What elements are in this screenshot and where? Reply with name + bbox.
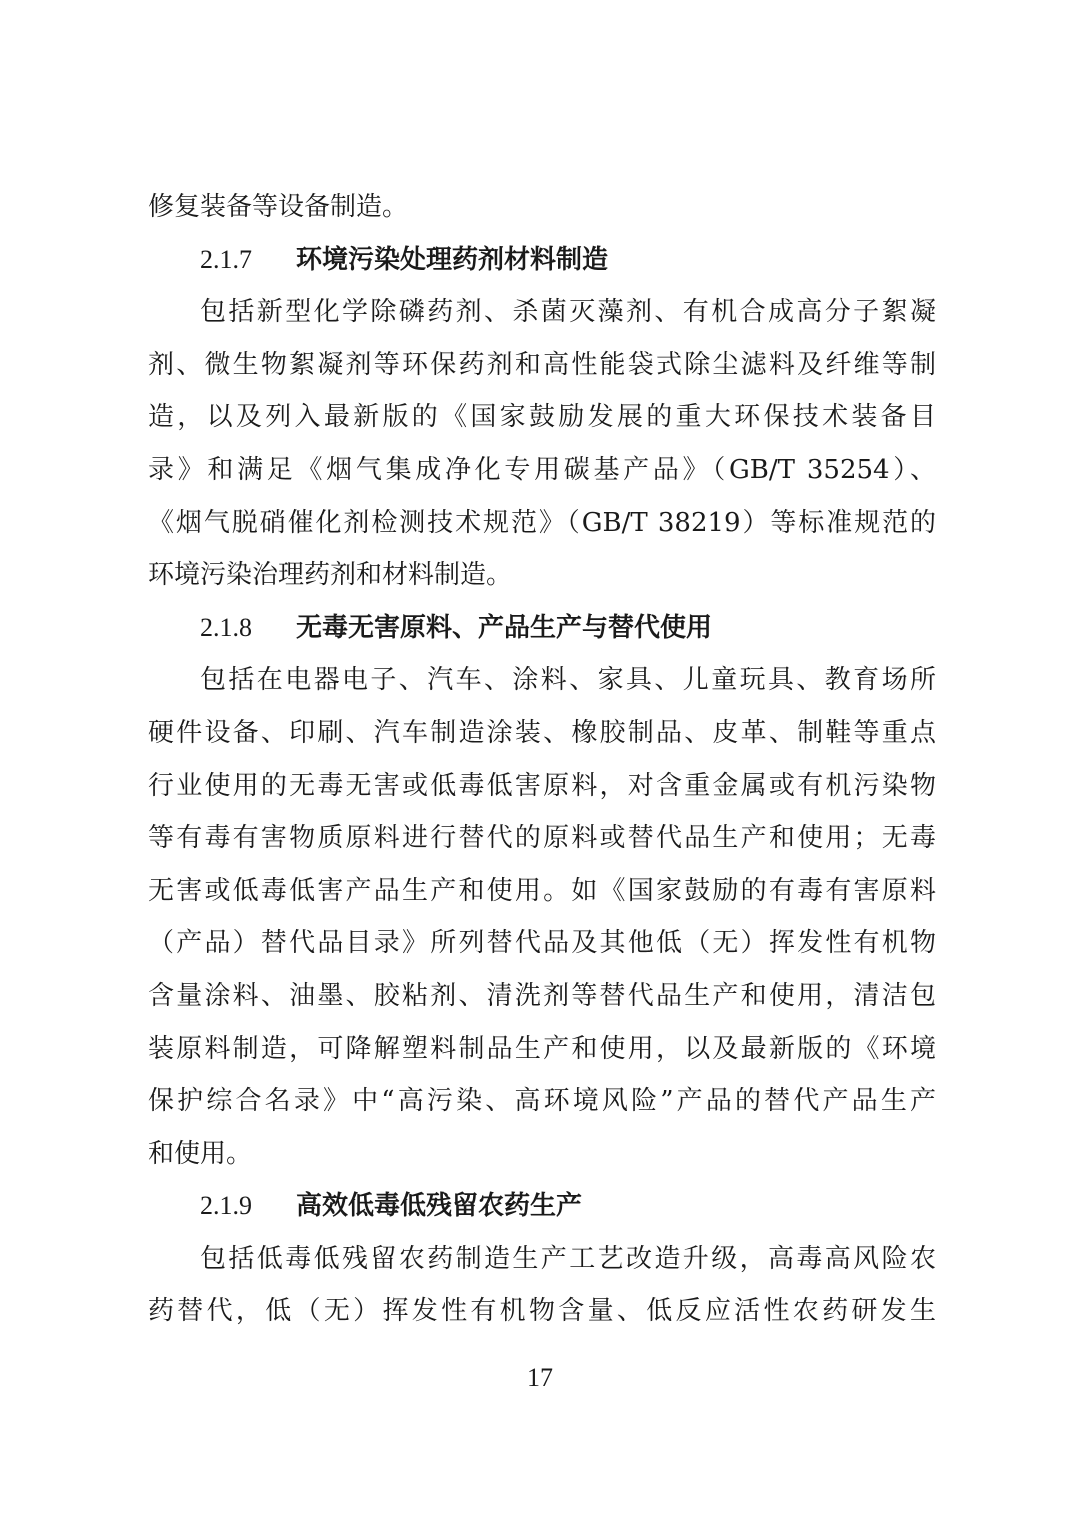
page-content [148,181,936,1338]
text-line: 行业使用的无毒无害或低毒低害原料，对含重金属或有机污染物 [148,770,936,801]
text-line: 包括在电器电子、汽车、涂料、家具、儿童玩具、教育场所 [200,665,936,696]
text-line: 保护综合名录》中“高污染、高环境风险”产品的替代产品生产 [148,1086,936,1117]
text-line: 环境污染治理药剂和材料制造。 [148,560,513,591]
section-heading [148,602,936,655]
text-line: 含量涂料、油墨、胶粘剂、清洗剂等替代品生产和使用，清洁包 [148,980,936,1011]
text-line: 硬件设备、印刷、汽车制造涂装、橡胶制品、皮革、制鞋等重点 [148,717,936,748]
section-heading [148,234,936,287]
text-line: 《烟气脱硝催化剂检测技术规范》（GB/T 38219）等标准规范的 [148,507,936,538]
text-line: 剂、微生物絮凝剂等环保药剂和高性能袋式除尘滤料及纤维等制 [148,349,936,380]
text-line: 修复装备等设备制造。 [148,192,409,222]
text-line: 造，以及列入最新版的《国家鼓励发展的重大环保技术装备目 [148,402,936,433]
text-line: 无害或低毒低害产品生产和使用。如《国家鼓励的有毒有害原料 [148,875,936,906]
text-line: 录》和满足《烟气集成净化专用碳基产品》（GB/T 35254）、 [148,454,936,485]
section-title: 高效低毒低残留农药生产 [296,1191,583,1222]
text-line: 包括新型化学除磷药剂、杀菌灭藻剂、有机合成高分子絮凝 [200,297,936,328]
section-heading [148,1180,936,1233]
text-line: 包括低毒低残留农药制造生产工艺改造升级，高毒高风险农 [200,1243,936,1274]
section-title: 无毒无害原料、产品生产与替代使用 [296,612,713,643]
section-title: 环境污染处理药剂材料制造 [296,244,609,275]
section-number: 2.1.9 [200,1191,252,1221]
text-line: （产品）替代品目录》所列替代品及其他低（无）挥发性有机物 [148,928,936,959]
text-line: 等有毒有害物质原料进行替代的原料或替代品生产和使用；无毒 [148,823,936,854]
section-number: 2.1.7 [200,244,252,274]
text-line: 和使用。 [148,1138,253,1169]
page-number: 17 [527,1363,553,1392]
section-number: 2.1.8 [200,612,252,642]
text-line: 装原料制造，可降解塑料制品生产和使用，以及最新版的《环境 [148,1033,936,1064]
text-line: 药替代，低（无）挥发性有机物含量、低反应活性农药研发生 [148,1296,936,1327]
